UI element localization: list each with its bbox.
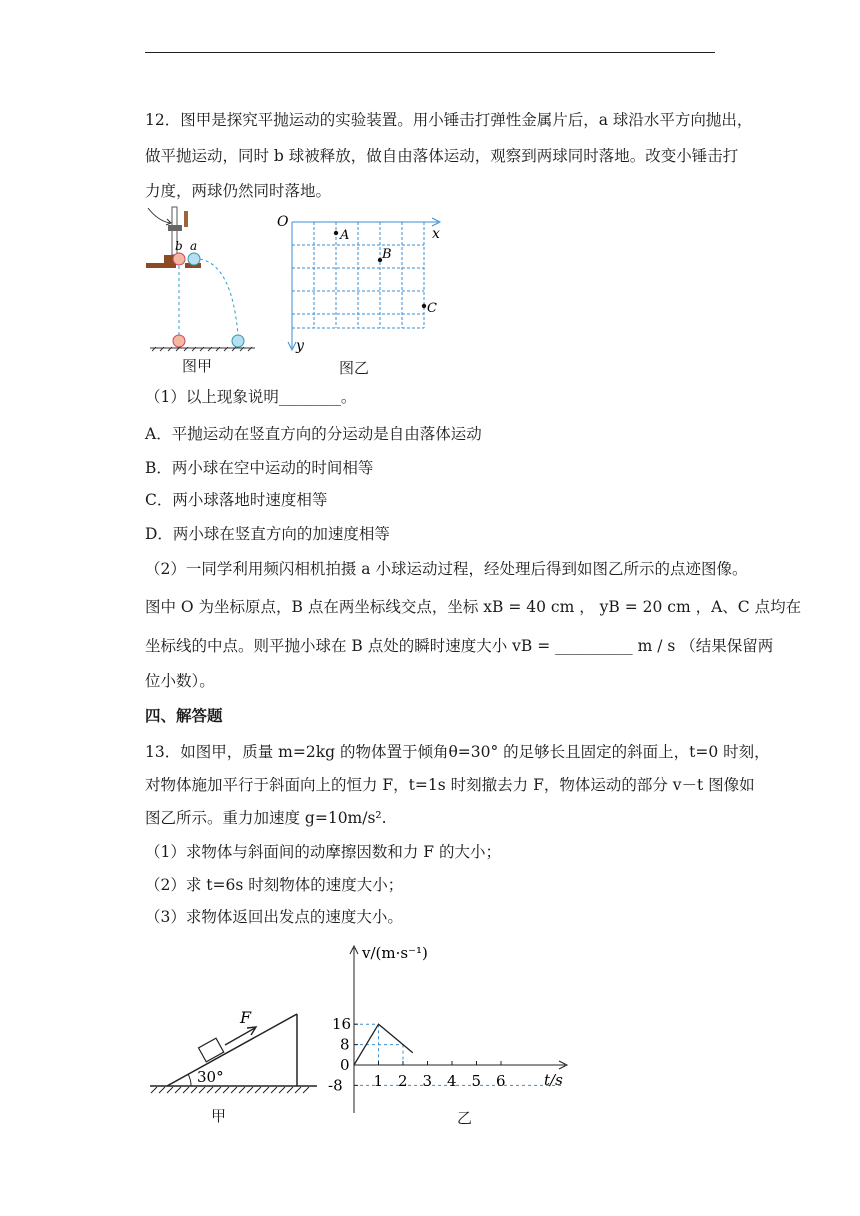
- vt-graph: [330, 938, 580, 1113]
- vt-ytick-label: 16: [332, 1015, 352, 1034]
- vt-ytick-label: -8: [328, 1076, 343, 1095]
- point-b-label: B: [382, 247, 392, 262]
- grid-y-label: y: [296, 338, 304, 354]
- vt-xtick-label: 1: [373, 1072, 384, 1090]
- q12-sub2-line2: 图中 O 为坐标原点，B 点在两坐标线交点，坐标 xB = 40 cm ， yB = 20 cm ，A、C 点均在: [145, 598, 802, 616]
- q12-stem-line1: 12．图甲是探究平抛运动的实验装置。用小锤击打弹性金属片后，a 球沿水平方向抛出，: [145, 111, 753, 129]
- vt-xlabel: t/s: [544, 1071, 563, 1089]
- q13-line1: 13．如图甲，质量 m=2kg 的物体置于倾角θ=30° 的足够长且固定的斜面上，t=0 时刻，: [145, 743, 770, 761]
- vt-graph-caption: 乙: [457, 1109, 473, 1127]
- label-b: b: [175, 239, 183, 253]
- vt-xtick-label: 6: [496, 1072, 506, 1090]
- q13-line2: 对物体施加平行于斜面向上的恒力 F，t=1s 时刻撤去力 F，物体运动的部分 v－t 图像如: [145, 776, 755, 794]
- vt-ylabel: v/(m·s⁻¹): [362, 944, 428, 962]
- figure-incline: [145, 1005, 325, 1125]
- q12-sub2-line1: （2）一同学利用频闪相机拍摄 a 小球运动过程，经处理后得到如图乙所示的点迹图像。: [145, 560, 748, 578]
- option-c: C．两小球落地时速度相等: [145, 491, 328, 509]
- q13-line3: 图乙所示。重力加速度 g=10m/s².: [145, 809, 387, 827]
- point-a-label: A: [340, 228, 350, 243]
- section-heading: 四、解答题: [145, 706, 223, 725]
- q12-sub2-line4: 位小数）。: [145, 672, 215, 690]
- vt-ytick-label: 8: [340, 1035, 350, 1054]
- option-b: B．两小球在空中运动的时间相等: [145, 459, 374, 477]
- option-d: D．两小球在竖直方向的加速度相等: [145, 525, 390, 543]
- grid-x-label: x: [432, 226, 440, 242]
- q12-stem-line2: 做平抛运动，同时 b 球被释放，做自由落体运动，观察到两球同时落地。改变小锤击打: [145, 147, 739, 165]
- vt-xtick-label: 2: [398, 1072, 408, 1090]
- vt-xtick-label: 5: [471, 1072, 482, 1090]
- q13-sub1: （1）求物体与斜面间的动摩擦因数和力 F 的大小；: [145, 843, 501, 861]
- vt-xtick-label: 3: [422, 1072, 433, 1090]
- point-c-label: C: [427, 301, 437, 316]
- figure-jia-apparatus: [140, 203, 265, 353]
- q12-sub2-line3: 坐标线的中点。则平抛小球在 B 点处的瞬时速度大小 vB = __________ m / s （结果保留两: [145, 637, 774, 655]
- option-a: A．平抛运动在竖直方向的分运动是自由落体运动: [145, 425, 482, 443]
- q13-sub2: （2）求 t=6s 时刻物体的速度大小；: [145, 876, 404, 894]
- vt-ytick-label: 0: [340, 1056, 350, 1074]
- figure-incline-caption: 甲: [211, 1107, 227, 1125]
- q12-stem-line3: 力度，两球仍然同时落地。: [145, 182, 332, 200]
- grid-origin-label: O: [277, 214, 289, 230]
- vt-xtick-label: 4: [447, 1072, 457, 1090]
- header-rule: [145, 52, 715, 53]
- figure-yi-grid: [272, 208, 452, 356]
- q12-sub1: （1）以上现象说明________。: [145, 388, 357, 406]
- figure-jia-caption: 图甲: [182, 357, 213, 375]
- q13-sub3: （3）求物体返回出发点的速度大小。: [145, 908, 403, 926]
- force-label: F: [240, 1008, 252, 1027]
- label-a: a: [190, 239, 198, 253]
- figure-yi-caption: 图乙: [339, 359, 370, 377]
- angle-label: 30°: [197, 1068, 224, 1086]
